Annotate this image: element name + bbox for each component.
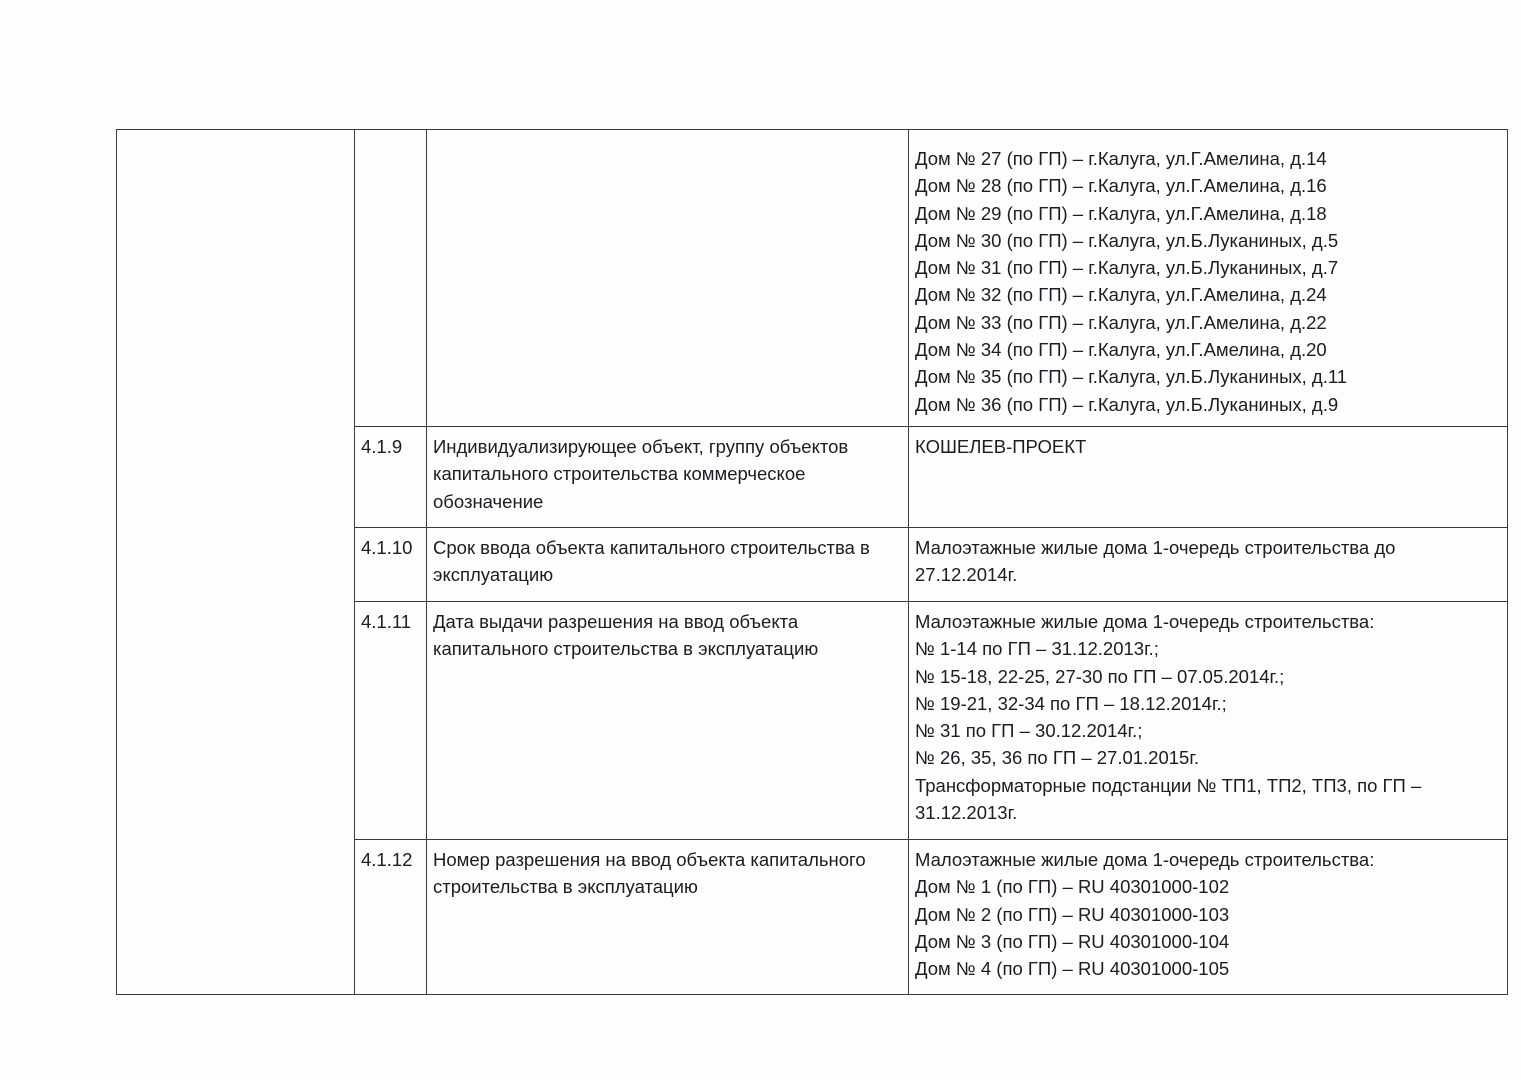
value-line: Дом № 1 (по ГП) – RU 40301000-102 — [915, 876, 1230, 898]
value-line: Трансформаторные подстанции № ТП1, ТП2, ТП3, по ГП – — [915, 774, 1422, 796]
address-list-cell — [909, 130, 1508, 427]
address-line: Дом № 31 (по ГП) – г.Калуга, ул.Б.Луканиных, д.7 — [915, 257, 1339, 279]
value-line: Малоэтажные жилые дома 1-очередь строительства: — [915, 610, 1375, 632]
value-line: № 19-21, 32-34 по ГП – 18.12.2014г.; — [915, 692, 1227, 714]
address-line: Дом № 33 (по ГП) – г.Калуга, ул.Г.Амелина, д.22 — [915, 311, 1327, 333]
value-line: № 1-14 по ГП – 31.12.2013г.; — [915, 638, 1159, 660]
value-line: 27.12.2014г. — [915, 564, 1018, 586]
row-number: 4.1.10 — [355, 527, 427, 601]
value-line: № 15-18, 22-25, 27-30 по ГП – 07.05.2014г.; — [915, 665, 1285, 687]
address-line: Дом № 28 (по ГП) – г.Калуга, ул.Г.Амелина, д.16 — [915, 175, 1327, 197]
value-line: Малоэтажные жилые дома 1-очередь строительства: — [915, 848, 1375, 870]
address-line: Дом № 32 (по ГП) – г.Калуга, ул.Г.Амелина, д.24 — [915, 284, 1327, 306]
row-number: 4.1.11 — [355, 601, 427, 839]
row-number: 4.1.9 — [355, 426, 427, 527]
row-label: Номер разрешения на ввод объекта капитального строительства в эксплуатацию — [427, 839, 909, 994]
address-line: Дом № 27 (по ГП) – г.Калуга, ул.Г.Амелина, д.14 — [915, 148, 1327, 169]
address-line: Дом № 36 (по ГП) – г.Калуга, ул.Б.Луканиных, д.9 — [915, 393, 1339, 415]
address-line: Дом № 34 (по ГП) – г.Калуга, ул.Г.Амелина, д.20 — [915, 339, 1327, 361]
value-line: № 26, 35, 36 по ГП – 27.01.2015г. — [915, 747, 1199, 769]
address-line: Дом № 30 (по ГП) – г.Калуга, ул.Б.Луканиных, д.5 — [915, 229, 1339, 251]
value-line: КОШЕЛЕВ-ПРОЕКТ — [915, 435, 1087, 457]
row-label-cell-empty — [427, 130, 909, 427]
row-label: Срок ввода объекта капитального строительства в эксплуатацию — [427, 527, 909, 601]
value-line: Малоэтажные жилые дома 1-очередь строительства до — [915, 536, 1396, 558]
value-line: Дом № 2 (по ГП) – RU 40301000-103 — [915, 903, 1230, 925]
row-value — [909, 527, 1508, 601]
value-line: № 31 по ГП – 30.12.2014г.; — [915, 720, 1143, 742]
row-value — [909, 839, 1508, 994]
row-label: Дата выдачи разрешения на ввод объекта капитального строительства в эксплуатацию — [427, 601, 909, 839]
row-value — [909, 601, 1508, 839]
table-row-address-continuation — [117, 130, 1508, 427]
merged-blank-section-cell — [117, 130, 355, 995]
row-number-cell-empty — [355, 130, 427, 427]
value-line: Дом № 3 (по ГП) – RU 40301000-104 — [915, 930, 1230, 952]
row-value — [909, 426, 1508, 527]
row-number: 4.1.12 — [355, 839, 427, 994]
permit-info-table — [116, 129, 1508, 995]
row-label: Индивидуализирующее объект, группу объектов капитального строительства коммерческое обозначение — [427, 426, 909, 527]
value-line: Дом № 4 (по ГП) – RU 40301000-105 — [915, 958, 1230, 980]
address-line: Дом № 35 (по ГП) – г.Калуга, ул.Б.Луканиных, д.11 — [915, 366, 1348, 388]
value-line: 31.12.2013г. — [915, 802, 1018, 824]
address-line: Дом № 29 (по ГП) – г.Калуга, ул.Г.Амелина, д.18 — [915, 202, 1327, 224]
